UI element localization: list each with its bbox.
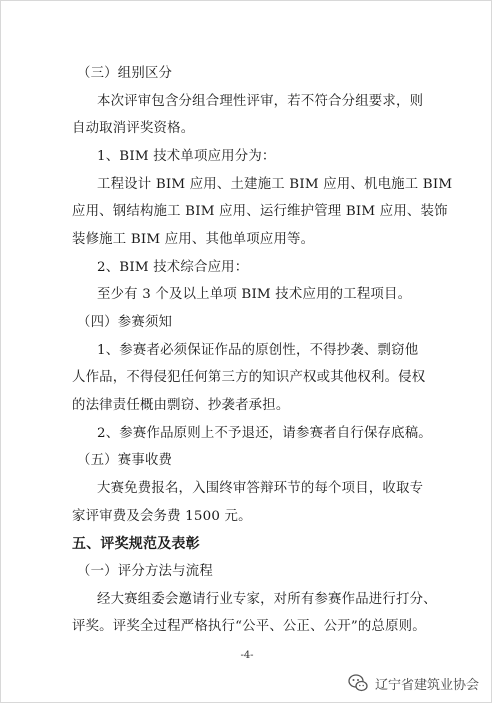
- watermark: [347, 672, 479, 694]
- wechat-icon: [347, 672, 369, 694]
- paragraph-line: 工程设计 BIM 应用、土建施工 BIM 应用、机电施工 BIM: [97, 177, 453, 192]
- paragraph-line: 评奖。评奖全过程严格执行“公平、公正、公开”的总原则。: [72, 619, 426, 634]
- section-heading-5: 五、评奖规范及表彰: [72, 536, 200, 552]
- paragraph-line: 装修施工 BIM 应用、其他单项应用等。: [72, 232, 315, 247]
- list-item-heading: 2、BIM 技术综合应用：: [97, 260, 249, 275]
- subsection-heading-4: （四）参赛须知: [77, 315, 173, 330]
- paragraph-line: 自动取消评奖资格。: [72, 121, 195, 136]
- subsection-heading-1: （一）评分方法与流程: [77, 564, 213, 579]
- paragraph-line: 应用、钢结构施工 BIM 应用、运行维护管理 BIM 应用、装饰: [72, 204, 448, 219]
- list-item-heading: 1、BIM 技术单项应用分为：: [97, 149, 276, 164]
- page-number: -4-: [240, 650, 254, 661]
- paragraph-line: 的法律责任概由剽窃、抄袭者承担。: [72, 398, 290, 413]
- paragraph-line: 经大赛组委会邀请行业专家，对所有参赛作品进行打分、: [97, 592, 437, 607]
- paragraph-line: 1、参赛者必须保证作品的原创性，不得抄袭、剽窃他: [97, 343, 419, 358]
- paragraph-line: 至少有 3 个及以上单项 BIM 技术应用的工程项目。: [97, 287, 412, 302]
- paragraph-line: 本次评审包含分组合理性评审，若不符合分组要求，则: [97, 94, 424, 109]
- subsection-heading-5: （五）赛事收费: [77, 453, 173, 468]
- subsection-heading-3: （三）组别区分: [77, 66, 173, 81]
- watermark-text: 辽宁省建筑业协会: [374, 677, 479, 693]
- paragraph-line: 家评审费及会务费 1500 元。: [72, 509, 252, 524]
- paragraph-line: 人作品，不得侵犯任何第三方的知识产权或其他权利。侵权: [72, 370, 426, 385]
- paragraph-line: 2、参赛作品原则上不予退还，请参赛者自行保存底稿。: [97, 426, 432, 441]
- paragraph-line: 大赛免费报名，入围终审答辩环节的每个项目，收取专: [97, 481, 424, 496]
